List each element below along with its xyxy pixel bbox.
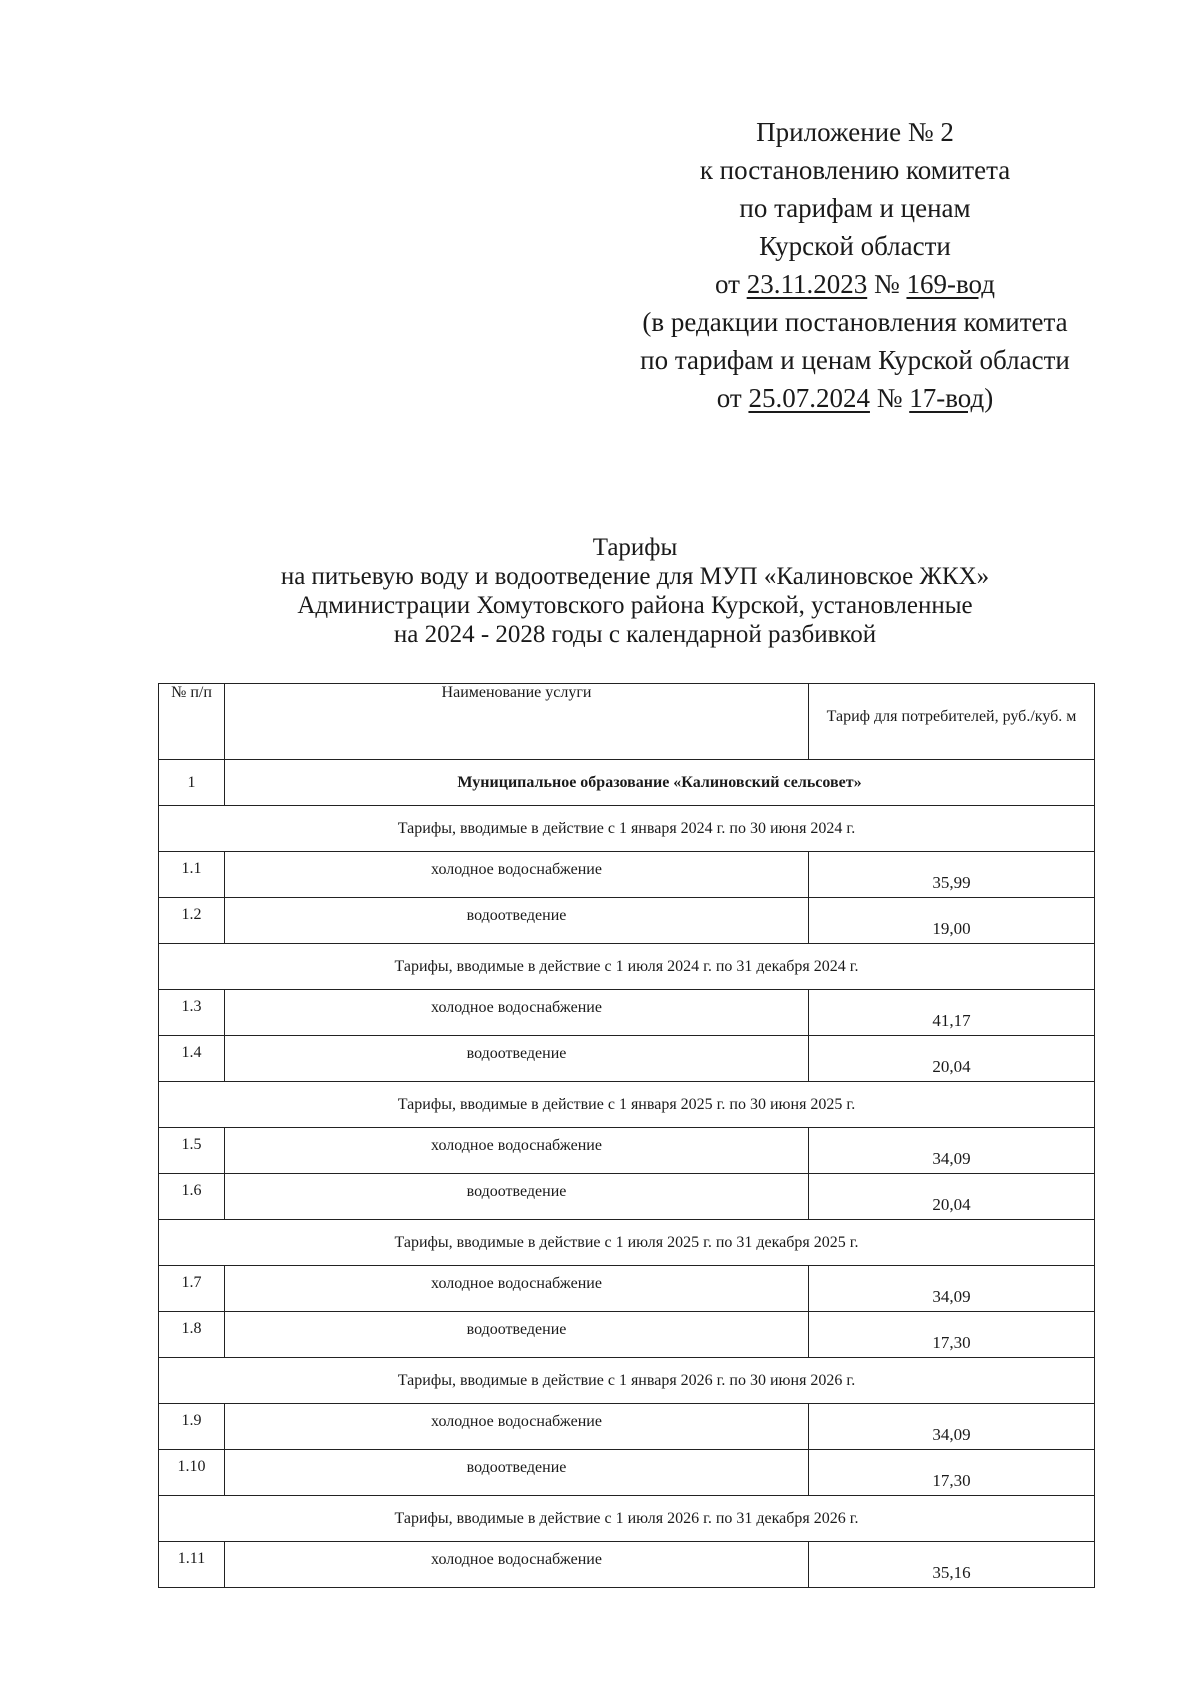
annex-amendment-line bbox=[610, 379, 1100, 417]
item-service-name: водоотведение bbox=[225, 1312, 809, 1358]
annex-line: к постановлению комитета bbox=[699, 155, 1011, 185]
title-line: на 2024 - 2028 годы с календарной разбивкой bbox=[393, 621, 877, 648]
item-service-name: холодное водоснабжение bbox=[225, 852, 809, 898]
number-sign: № bbox=[873, 269, 900, 299]
period-row bbox=[159, 944, 1095, 990]
item-service-name: водоотведение bbox=[225, 1450, 809, 1496]
title-line: Тарифы bbox=[592, 534, 678, 561]
tariff-table bbox=[158, 683, 1095, 1588]
item-tariff-value: 34,09 bbox=[809, 1404, 1095, 1450]
item-service-name: водоотведение bbox=[225, 1174, 809, 1220]
municipality-number: 1 bbox=[159, 760, 225, 806]
table-row bbox=[159, 1450, 1095, 1496]
annex-prefix: от bbox=[716, 383, 742, 413]
item-tariff-value: 17,30 bbox=[809, 1450, 1095, 1496]
annex-prefix: от bbox=[715, 269, 740, 299]
item-service-name: холодное водоснабжение bbox=[225, 1542, 809, 1588]
document-title bbox=[150, 533, 1120, 649]
annex-block bbox=[610, 113, 1100, 417]
item-number: 1.7 bbox=[159, 1266, 225, 1312]
period-row bbox=[159, 1082, 1095, 1128]
municipality-name: Муниципальное образование «Калиновский сельсовет» bbox=[225, 760, 1095, 806]
header-number: № п/п bbox=[159, 684, 225, 760]
item-tariff-value: 17,30 bbox=[809, 1312, 1095, 1358]
period-row bbox=[159, 1220, 1095, 1266]
item-service-name: холодное водоснабжение bbox=[225, 1266, 809, 1312]
item-number: 1.9 bbox=[159, 1404, 225, 1450]
table-row bbox=[159, 898, 1095, 944]
period-row bbox=[159, 806, 1095, 852]
closing-paren: ) bbox=[984, 383, 994, 413]
annex-line: Курской области bbox=[759, 231, 951, 261]
item-service-name: холодное водоснабжение bbox=[225, 1404, 809, 1450]
amendment-date: 25.07.2024 bbox=[748, 383, 870, 413]
table-row bbox=[159, 990, 1095, 1036]
municipality-row bbox=[159, 760, 1095, 806]
item-tariff-value: 34,09 bbox=[809, 1266, 1095, 1312]
annex-resolution-line bbox=[610, 265, 1100, 303]
item-number: 1.8 bbox=[159, 1312, 225, 1358]
period-label: Тарифы, вводимые в действие с 1 января 2024 г. по 30 июня 2024 г. bbox=[159, 806, 1095, 852]
item-tariff-value: 35,99 bbox=[809, 852, 1095, 898]
period-row bbox=[159, 1358, 1095, 1404]
period-label: Тарифы, вводимые в действие с 1 января 2025 г. по 30 июня 2025 г. bbox=[159, 1082, 1095, 1128]
item-number: 1.3 bbox=[159, 990, 225, 1036]
item-tariff-value: 19,00 bbox=[809, 898, 1095, 944]
item-tariff-value: 20,04 bbox=[809, 1036, 1095, 1082]
item-tariff-value: 41,17 bbox=[809, 990, 1095, 1036]
title-line: Администрации Хомутовского района Курской, установленные bbox=[297, 592, 973, 619]
resolution-number: 169-вод bbox=[906, 269, 995, 299]
annex-line: (в редакции постановления комитета bbox=[642, 307, 1068, 337]
table-row bbox=[159, 1542, 1095, 1588]
amendment-number: 17-вод bbox=[909, 383, 985, 413]
item-number: 1.2 bbox=[159, 898, 225, 944]
header-tariff: Тариф для потребителей, руб./куб. м bbox=[809, 684, 1095, 760]
item-number: 1.4 bbox=[159, 1036, 225, 1082]
item-number: 1.1 bbox=[159, 852, 225, 898]
item-service-name: водоотведение bbox=[225, 1036, 809, 1082]
period-row bbox=[159, 1496, 1095, 1542]
period-label: Тарифы, вводимые в действие с 1 июля 2026 г. по 31 декабря 2026 г. bbox=[159, 1496, 1095, 1542]
item-tariff-value: 34,09 bbox=[809, 1128, 1095, 1174]
table-row bbox=[159, 1174, 1095, 1220]
period-label: Тарифы, вводимые в действие с 1 июля 2025 г. по 31 декабря 2025 г. bbox=[159, 1220, 1095, 1266]
period-label: Тарифы, вводимые в действие с 1 июля 2024 г. по 31 декабря 2024 г. bbox=[159, 944, 1095, 990]
item-service-name: водоотведение bbox=[225, 898, 809, 944]
table-row bbox=[159, 1404, 1095, 1450]
item-tariff-value: 35,16 bbox=[809, 1542, 1095, 1588]
item-tariff-value: 20,04 bbox=[809, 1174, 1095, 1220]
title-line: на питьевую воду и водоотведение для МУП «Калиновское ЖКХ» bbox=[280, 563, 990, 590]
item-number: 1.10 bbox=[159, 1450, 225, 1496]
table-row bbox=[159, 852, 1095, 898]
table-row bbox=[159, 1312, 1095, 1358]
item-service-name: холодное водоснабжение bbox=[225, 990, 809, 1036]
table-row bbox=[159, 1266, 1095, 1312]
table-body bbox=[159, 760, 1095, 1588]
table-header-row bbox=[159, 684, 1095, 760]
number-sign: № bbox=[876, 383, 903, 413]
table-row bbox=[159, 1128, 1095, 1174]
header-service-name: Наименование услуги bbox=[225, 684, 809, 760]
annex-line: Приложение № 2 bbox=[756, 117, 954, 147]
annex-line: по тарифам и ценам bbox=[739, 193, 971, 223]
period-label: Тарифы, вводимые в действие с 1 января 2026 г. по 30 июня 2026 г. bbox=[159, 1358, 1095, 1404]
item-number: 1.5 bbox=[159, 1128, 225, 1174]
item-service-name: холодное водоснабжение bbox=[225, 1128, 809, 1174]
item-number: 1.6 bbox=[159, 1174, 225, 1220]
resolution-date: 23.11.2023 bbox=[746, 269, 868, 299]
table-row bbox=[159, 1036, 1095, 1082]
item-number: 1.11 bbox=[159, 1542, 225, 1588]
annex-line: по тарифам и ценам Курской области bbox=[640, 345, 1070, 375]
